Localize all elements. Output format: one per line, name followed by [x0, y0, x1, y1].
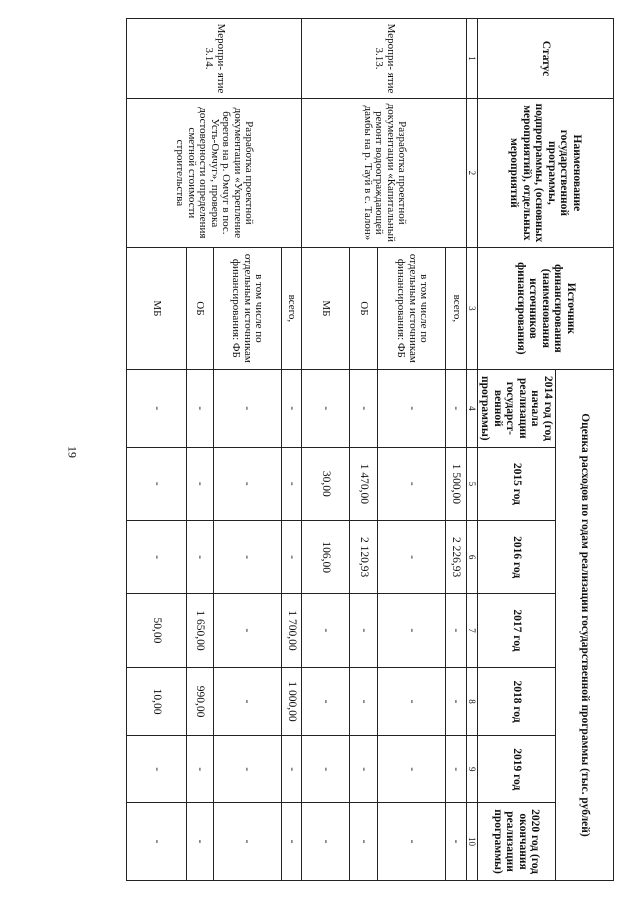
row-name: Разработка проектной документации «Укрепление берегов на р. Омчуг в пос. Усть-Омчуг», проверка достоверности определения сметной стоимости строительства: [127, 98, 302, 247]
header-year-2020: 2020 год (год окончания реализации программы): [478, 803, 556, 881]
table-cell: -: [186, 803, 213, 881]
table-cell: 50,00: [127, 594, 187, 667]
table-cell: -: [186, 736, 213, 803]
table-cell: -: [213, 667, 281, 736]
table-cell: -: [127, 369, 187, 447]
table-cell: -: [281, 447, 302, 520]
table-cell: -: [302, 667, 349, 736]
table-cell: -: [127, 736, 187, 803]
table-cell: -: [302, 803, 349, 881]
page-number: 19: [65, 446, 80, 458]
table-cell: -: [127, 521, 187, 594]
table-cell: -: [186, 447, 213, 520]
column-number: 4: [467, 369, 478, 447]
header-name: Наименование государственной программы, подпрограммы, (основных мероприятий), отдельных мероприятий: [478, 98, 614, 247]
table-cell: -: [186, 369, 213, 447]
column-number: 10: [467, 803, 478, 881]
table-cell: -: [378, 667, 446, 736]
row-source: ОБ: [349, 247, 378, 369]
table-cell: -: [349, 369, 378, 447]
header-year-2016: 2016 год: [478, 521, 556, 594]
table-cell: -: [127, 447, 187, 520]
table-cell: 1 650,00: [186, 594, 213, 667]
header-year-2018: 2018 год: [478, 667, 556, 736]
table-cell: -: [281, 736, 302, 803]
table-cell: -: [213, 736, 281, 803]
column-number: 5: [467, 447, 478, 520]
table-cell: -: [378, 369, 446, 447]
column-number: 1: [467, 19, 478, 99]
table-cell: -: [446, 803, 467, 881]
table-cell: -: [213, 447, 281, 520]
table-cell: 2 226,93: [446, 521, 467, 594]
row-source: МБ: [127, 247, 187, 369]
table-row: [281, 19, 302, 881]
table-cell: -: [446, 736, 467, 803]
table-cell: 10,00: [127, 667, 187, 736]
table-cell: -: [378, 594, 446, 667]
header-source: Источник финансирования (наименования источников финансирования): [478, 247, 614, 369]
header-year-2014: 2014 год (год начала реализации государст- венной программы): [478, 369, 556, 447]
row-source: в том числе по отдельным источникам финансирования: ФБ: [213, 247, 281, 369]
row-source: всего,: [446, 247, 467, 369]
table-cell: -: [281, 803, 302, 881]
table-row: [446, 19, 467, 881]
column-number: 8: [467, 667, 478, 736]
row-source: ОБ: [186, 247, 213, 369]
table-cell: 30,00: [302, 447, 349, 520]
table-cell: 1 000,00: [281, 667, 302, 736]
header-status: Статус: [478, 19, 614, 99]
table-cell: -: [213, 803, 281, 881]
table-cell: -: [349, 594, 378, 667]
table-cell: -: [349, 667, 378, 736]
table-cell: -: [213, 521, 281, 594]
table-cell: -: [378, 447, 446, 520]
table-cell: -: [446, 369, 467, 447]
table-cell: 2 120,93: [349, 521, 378, 594]
row-status: Меропри- ятие 3.13.: [302, 19, 467, 99]
table-cell: 1 700,00: [281, 594, 302, 667]
column-number: 3: [467, 247, 478, 369]
table-cell: -: [349, 803, 378, 881]
table-cell: 1 500,00: [446, 447, 467, 520]
header-year-2019: 2019 год: [478, 736, 556, 803]
table-cell: 1 470,00: [349, 447, 378, 520]
row-source: в том числе по отдельным источникам финансирования: ФБ: [378, 247, 446, 369]
column-number: 6: [467, 521, 478, 594]
table-cell: -: [302, 594, 349, 667]
table-cell: -: [302, 369, 349, 447]
row-name: Разработка проектной документации «Капитальный ремонт водоограждающей дамбы на р. Тауй в с. Талон»: [302, 98, 467, 247]
expenditure-table: [126, 18, 614, 881]
column-number: 9: [467, 736, 478, 803]
column-number: 7: [467, 594, 478, 667]
table-cell: -: [378, 521, 446, 594]
table-cell: 106,00: [302, 521, 349, 594]
header-year-2017: 2017 год: [478, 594, 556, 667]
table-cell: -: [213, 369, 281, 447]
header-year-2015: 2015 год: [478, 447, 556, 520]
row-source: МБ: [302, 247, 349, 369]
rotated-table-container: [126, 18, 614, 881]
table-cell: -: [378, 803, 446, 881]
table-cell: 990,00: [186, 667, 213, 736]
row-source: всего,: [281, 247, 302, 369]
table-cell: -: [349, 736, 378, 803]
table-cell: -: [378, 736, 446, 803]
table-cell: -: [281, 369, 302, 447]
table-cell: -: [213, 594, 281, 667]
table-cell: -: [127, 803, 187, 881]
table-cell: -: [446, 594, 467, 667]
row-status: Меропри- ятие 3.14.: [127, 19, 302, 99]
table-cell: -: [446, 667, 467, 736]
header-estimate-group: Оценка расходов по годам реализации государственной программы (тыс. рублей): [556, 369, 614, 880]
column-number: 2: [467, 98, 478, 247]
table-cell: -: [281, 521, 302, 594]
table-cell: -: [186, 521, 213, 594]
table-cell: -: [302, 736, 349, 803]
